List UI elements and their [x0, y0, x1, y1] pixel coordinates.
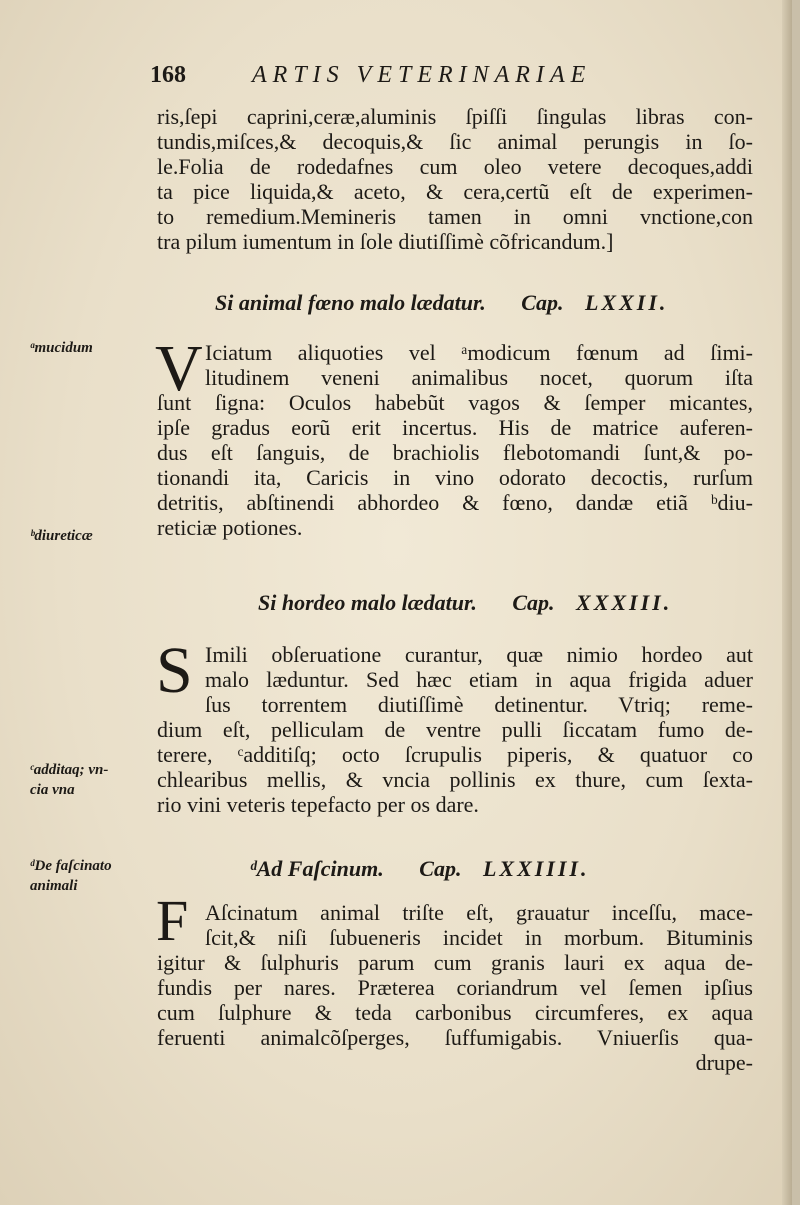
margin-note-c	[30, 760, 150, 800]
margin-note-b	[30, 526, 150, 546]
page-number: 168	[150, 62, 186, 88]
text-line: dus eſt ſanguis, de brachiolis flebotomandi ſunt,& po-	[157, 440, 753, 465]
margin-note-line: ᵃmucidum	[30, 340, 93, 356]
paragraph-continuation	[157, 104, 753, 254]
catchword: drupe-	[695, 1050, 753, 1075]
text-line: to remedium.Memineris tamen in omni vnctione,con	[157, 204, 753, 229]
chapter-heading-74	[250, 856, 590, 882]
text-line: le.Folia de rodedafnes cum oleo vetere decoques,addi	[157, 154, 753, 179]
drop-initial: F	[156, 888, 189, 953]
chapter-number: LXXIIII.	[482, 856, 590, 881]
running-header	[150, 62, 591, 89]
text-line: tundis,miſces,& decoquis,& ſic animal perungis in ſo-	[157, 129, 753, 154]
text-line: Imili obſeruatione curantur, quæ nimio hordeo aut	[205, 642, 753, 667]
text-line: litudinem veneni animalibus nocet, quorum iſta	[205, 365, 753, 390]
drop-initial: S	[156, 634, 193, 707]
text-line: detritis, abſtinendi abhordeo & fœno, dandæ etiã ᵇdiu-	[157, 490, 753, 515]
text-line: ſus torrentem diutiſſimè detinentur. Vtriq; reme-	[205, 692, 753, 717]
margin-note-line: ᶜadditaq; vn-	[30, 762, 109, 778]
chapter-title: ᵈAd Faſcinum.	[250, 856, 384, 881]
text-line: reticiæ potiones.	[157, 515, 303, 540]
text-line: dium eſt, pelliculam de ventre pulli ſiccatam fumo de-	[157, 717, 753, 742]
text-line: ſunt ſigna: Oculos habebũt vagos & ſemper micantes,	[157, 390, 753, 415]
text-line: malo læduntur. Sed hæc etiam in aqua frigida aduer	[205, 667, 753, 692]
drop-initial: V	[155, 332, 203, 405]
paragraph-hay	[157, 340, 753, 540]
text-line: rio vini veteris tepefacto per os dare.	[157, 792, 479, 817]
page-edge	[782, 0, 792, 1205]
chapter-heading-73	[258, 590, 672, 616]
margin-note-d	[30, 856, 150, 896]
margin-note-line: ᵈDe faſcinato	[30, 858, 112, 874]
chapter-number: LXXII.	[584, 290, 669, 315]
chapter-cap: Cap.	[521, 290, 564, 315]
text-line: terere, ᶜadditiſq; octo ſcrupulis piperis, & quatuor co	[157, 742, 753, 767]
chapter-number: XXXIII.	[576, 590, 673, 615]
margin-note-line: cia vna	[30, 782, 75, 798]
text-line: Aſcinatum animal triſte eſt, grauatur inceſſu, mace-	[205, 900, 753, 925]
text-line: fundis per nares. Præterea coriandrum vel ſemen ipſius	[157, 975, 753, 1000]
paragraph-fascination	[157, 900, 753, 1075]
text-line: ta pice liquida,& aceto, & cera,certũ eſt de experimen-	[157, 179, 753, 204]
text-line: igitur & ſulphuris parum cum granis lauri ex aqua de-	[157, 950, 753, 975]
text-line: feruenti animalcõſperges, ſuffumigabis. Vniuerſis qua-	[157, 1025, 753, 1050]
text-line: chlearibus mellis, & vncia pollinis ex thure, cum ſexta-	[157, 767, 753, 792]
chapter-title: Si animal fœno malo lædatur.	[215, 290, 486, 315]
chapter-cap: Cap.	[512, 590, 555, 615]
chapter-cap: Cap.	[419, 856, 462, 881]
text-line: ipſe gradus eorũ erit incertus. His de matrice auferen-	[157, 415, 753, 440]
text-line: tionandi ita, Caricis in vino odorato decoctis, rurſum	[157, 465, 753, 490]
chapter-title: Si hordeo malo lædatur.	[258, 590, 477, 615]
text-line: tra pilum iumentum in ſole diutiſſimè cõfricandum.]	[157, 229, 614, 254]
text-line: ris,ſepi caprini,ceræ,aluminis ſpiſſi ſingulas libras con-	[157, 104, 753, 129]
text-line: cum ſulphure & teda carbonibus circumferes, ex aqua	[157, 1000, 753, 1025]
margin-note-line: ᵇdiureticæ	[30, 528, 93, 544]
margin-note-line: animali	[30, 878, 78, 894]
paragraph-barley	[157, 642, 753, 817]
text-line: Iciatum aliquoties vel ᵃmodicum fœnum ad ſimi-	[205, 340, 753, 365]
chapter-heading-72	[215, 290, 668, 316]
running-title: ARTIS VETERINARIAE	[252, 62, 592, 88]
margin-note-a	[30, 338, 150, 358]
text-line: ſcit,& niſi ſubueneris incidet in morbum. Bituminis	[205, 925, 753, 950]
